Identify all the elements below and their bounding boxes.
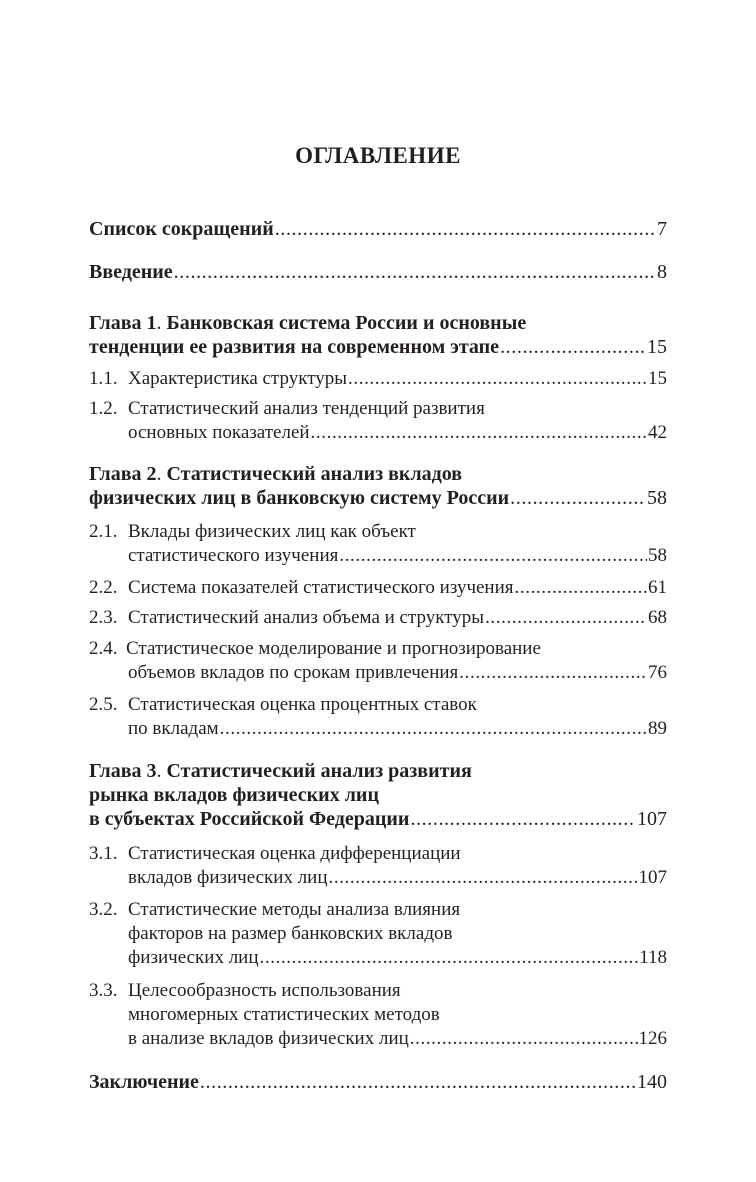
- page-title: ОГЛАВЛЕНИЕ: [295, 143, 461, 168]
- chapter-title-line-2: физических лиц в банковскую систему России: [89, 487, 510, 509]
- dot-leader: [459, 661, 647, 685]
- section-number: 3.3.: [89, 980, 118, 1001]
- section-title-line-2: по вкладам: [128, 718, 219, 739]
- chapter-title-line-2: рынка вкладов физических лиц: [89, 784, 379, 806]
- chapter-title-line-1: Статистический анализ вкладов: [166, 463, 463, 485]
- page-number: 140: [637, 1071, 667, 1093]
- chapter-title-line-3: в субъектах Российской Федерации: [89, 808, 410, 830]
- section-number: 2.4.: [89, 638, 118, 659]
- dot-leader: [410, 807, 636, 831]
- section-title: Характеристика структуры: [128, 368, 348, 389]
- dot-leader: [220, 717, 647, 741]
- section-number: 1.2.: [89, 398, 118, 419]
- page-number: 7: [657, 218, 667, 240]
- toc-entry-chapter-1[interactable]: [89, 311, 667, 359]
- section-title-line-3: физических лиц: [128, 947, 259, 968]
- toc-entry-section-2-2[interactable]: [89, 576, 667, 600]
- toc-entry-label: Список сокращений: [89, 218, 274, 240]
- dot-leader: [311, 421, 647, 445]
- dot-leader: [200, 1070, 636, 1094]
- section-number: 2.2.: [89, 577, 118, 598]
- dot-leader: [515, 576, 647, 600]
- page-number: 61: [648, 577, 667, 598]
- chapter-title-line-1: Банковская система России и основные: [166, 312, 527, 334]
- toc-entry-chapter-3[interactable]: [89, 759, 667, 831]
- page-number: 58: [647, 487, 667, 509]
- section-number: 3.2.: [89, 899, 118, 920]
- toc-entry-section-1-2[interactable]: [89, 397, 667, 445]
- dot-leader: [500, 335, 646, 359]
- page-number: 15: [648, 368, 667, 389]
- section-title-line-1: Статистическая оценка дифференциации: [128, 843, 461, 864]
- section-number: 2.3.: [89, 607, 118, 628]
- dot-leader: [485, 606, 647, 630]
- section-title-line-1: Статистические методы анализа влияния: [128, 899, 461, 920]
- toc-entry-conclusion[interactable]: [89, 1070, 667, 1094]
- section-title: Система показателей статистического изучения: [128, 577, 514, 598]
- toc-entry-label: Введение: [89, 261, 173, 283]
- toc-entry-section-1-1[interactable]: [89, 367, 667, 391]
- dot-leader: [339, 544, 647, 568]
- section-title-line-1: Целесообразность использования: [128, 980, 401, 1001]
- chapter-title-line-1: Статистический анализ развития: [166, 760, 472, 782]
- chapter-dot: .: [156, 312, 162, 334]
- section-title-line-2: основных показателей: [128, 422, 310, 443]
- dot-leader: [329, 866, 638, 890]
- dot-leader: [410, 1027, 638, 1051]
- chapter-dot: .: [156, 760, 162, 782]
- section-title-line-3: в анализе вкладов физических лиц: [128, 1028, 409, 1049]
- toc-entry-section-2-3[interactable]: [89, 606, 667, 630]
- toc-entry-section-2-1[interactable]: [89, 520, 667, 568]
- chapter-prefix: Глава 2: [89, 463, 157, 485]
- page-number: 126: [638, 1028, 667, 1049]
- toc-entry-label: Заключение: [89, 1071, 199, 1093]
- dot-leader: [174, 260, 656, 284]
- dot-leader: [260, 946, 639, 970]
- page-number: 107: [637, 808, 667, 830]
- toc-entry-introduction[interactable]: [89, 260, 667, 284]
- section-number: 2.5.: [89, 694, 118, 715]
- section-title-line-1: Статистический анализ тенденций развития: [128, 398, 485, 419]
- chapter-prefix: Глава 3: [89, 760, 157, 782]
- chapter-dot: .: [156, 463, 162, 485]
- page-number: 118: [639, 947, 667, 968]
- section-title-line-2: статистического изучения: [128, 545, 339, 566]
- toc-entry-abbreviations[interactable]: [89, 217, 667, 241]
- page-number: 58: [648, 545, 667, 566]
- toc-entry-chapter-2[interactable]: [89, 462, 667, 510]
- toc-entry-section-2-4[interactable]: [89, 637, 667, 685]
- section-title-line-1: Статистическая оценка процентных ставок: [128, 694, 477, 715]
- page-number: 15: [647, 336, 667, 358]
- page-number: 42: [648, 422, 667, 443]
- dot-leader: [348, 367, 647, 391]
- dot-leader: [275, 217, 656, 241]
- section-title-line-2: факторов на размер банковских вкладов: [128, 923, 453, 944]
- page-number: 89: [648, 718, 667, 739]
- section-title-line-1: Статистическое моделирование и прогнозирование: [126, 638, 541, 659]
- toc-entry-section-3-1[interactable]: [89, 842, 667, 890]
- section-number: 3.1.: [89, 843, 118, 864]
- section-title-line-1: Вклады физических лиц как объект: [128, 521, 416, 542]
- toc-entry-section-3-2[interactable]: [89, 898, 667, 970]
- dot-leader: [510, 486, 646, 510]
- section-number: 1.1.: [89, 368, 118, 389]
- section-title-line-2: объемов вкладов по срокам привлечения: [128, 662, 459, 683]
- section-title-line-2: вкладов физических лиц: [128, 867, 328, 888]
- page-number: 76: [648, 662, 667, 683]
- section-title: Статистический анализ объема и структуры: [128, 607, 485, 628]
- toc-entry-section-2-5[interactable]: [89, 693, 667, 741]
- section-number: 2.1.: [89, 521, 118, 542]
- page-number: 8: [657, 261, 667, 283]
- chapter-prefix: Глава 1: [89, 312, 157, 334]
- page-number: 107: [638, 867, 667, 888]
- chapter-title-line-2: тенденции ее развития на современном этапе: [89, 336, 500, 358]
- page-number: 68: [648, 607, 667, 628]
- toc-entry-section-3-3[interactable]: [89, 979, 667, 1051]
- section-title-line-2: многомерных статистических методов: [128, 1004, 440, 1025]
